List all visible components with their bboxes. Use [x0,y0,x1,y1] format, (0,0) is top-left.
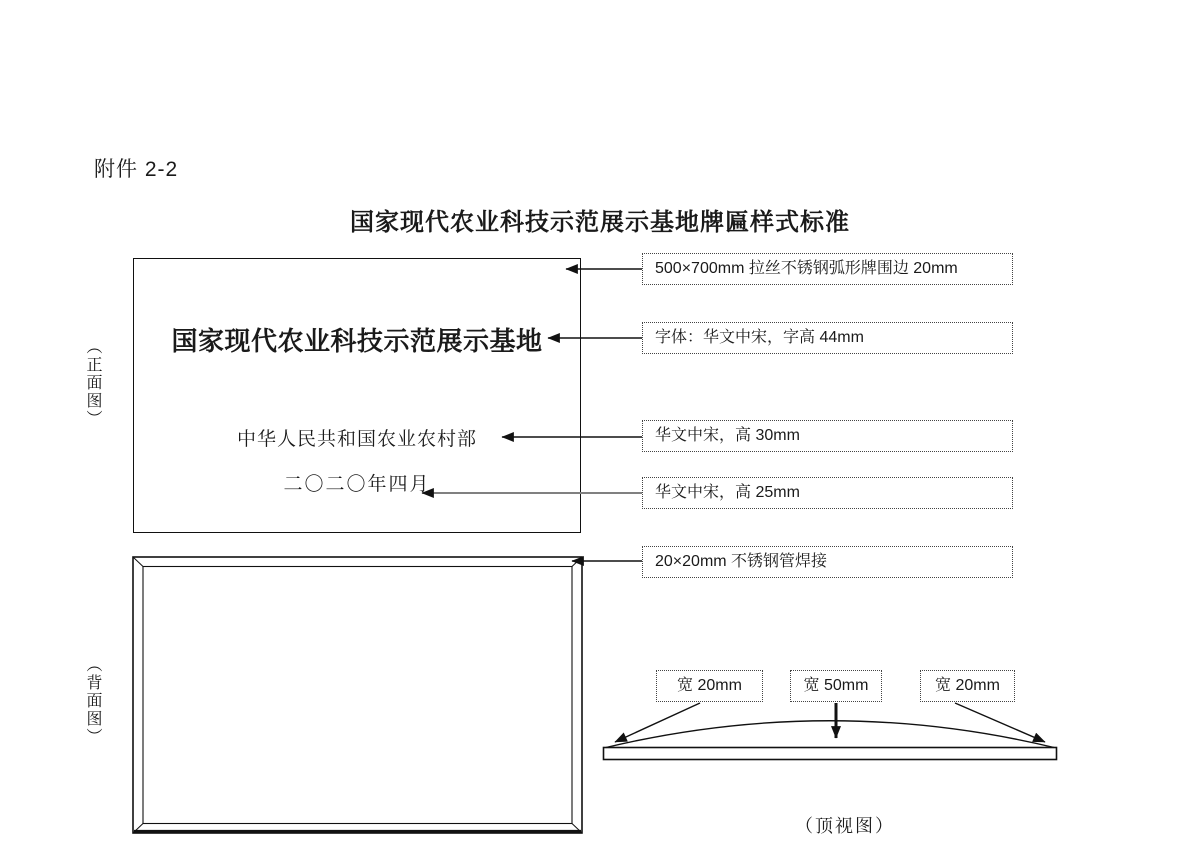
callout-title-font: 字体：华文中宋，字高 44mm [642,322,1013,354]
callout-plate-size: 500×700mm 拉丝不锈钢弧形牌围边 20mm [642,253,1013,285]
back-view-side-label: （背面图） [84,656,101,746]
top-view-base-bar [604,748,1057,760]
back-frame-inner [143,567,572,824]
width-label-left: 宽 20mm [656,670,763,702]
width-label-middle: 宽 50mm [790,670,882,702]
width-label-right: 宽 20mm [920,670,1015,702]
plaque-issuer-text: 中华人民共和国农业农村部 [236,429,477,450]
callout-issuer-font: 华文中宋，高 30mm [642,420,1013,452]
plaque-name-text: 国家现代农业科技示范展示基地 [171,327,543,356]
back-frame-outer [133,557,582,833]
callout-steel-tube: 20×20mm 不锈钢管焊接 [642,546,1013,578]
top-view-caption: （顶视图） [795,816,895,836]
plaque-date-text: 二〇二〇年四月 [283,474,431,495]
back-frame-mitre-top-left [133,557,143,567]
front-view-side-label: （正面图） [84,338,101,428]
page-title: 国家现代农业科技示范展示基地牌匾样式标准 [350,210,850,236]
attachment-number: 附件 2-2 [94,158,179,181]
back-frame-mitre-top-right [572,557,582,567]
callout-date-font: 华文中宋，高 25mm [642,477,1013,509]
top-view-arc-profile [606,721,1054,748]
